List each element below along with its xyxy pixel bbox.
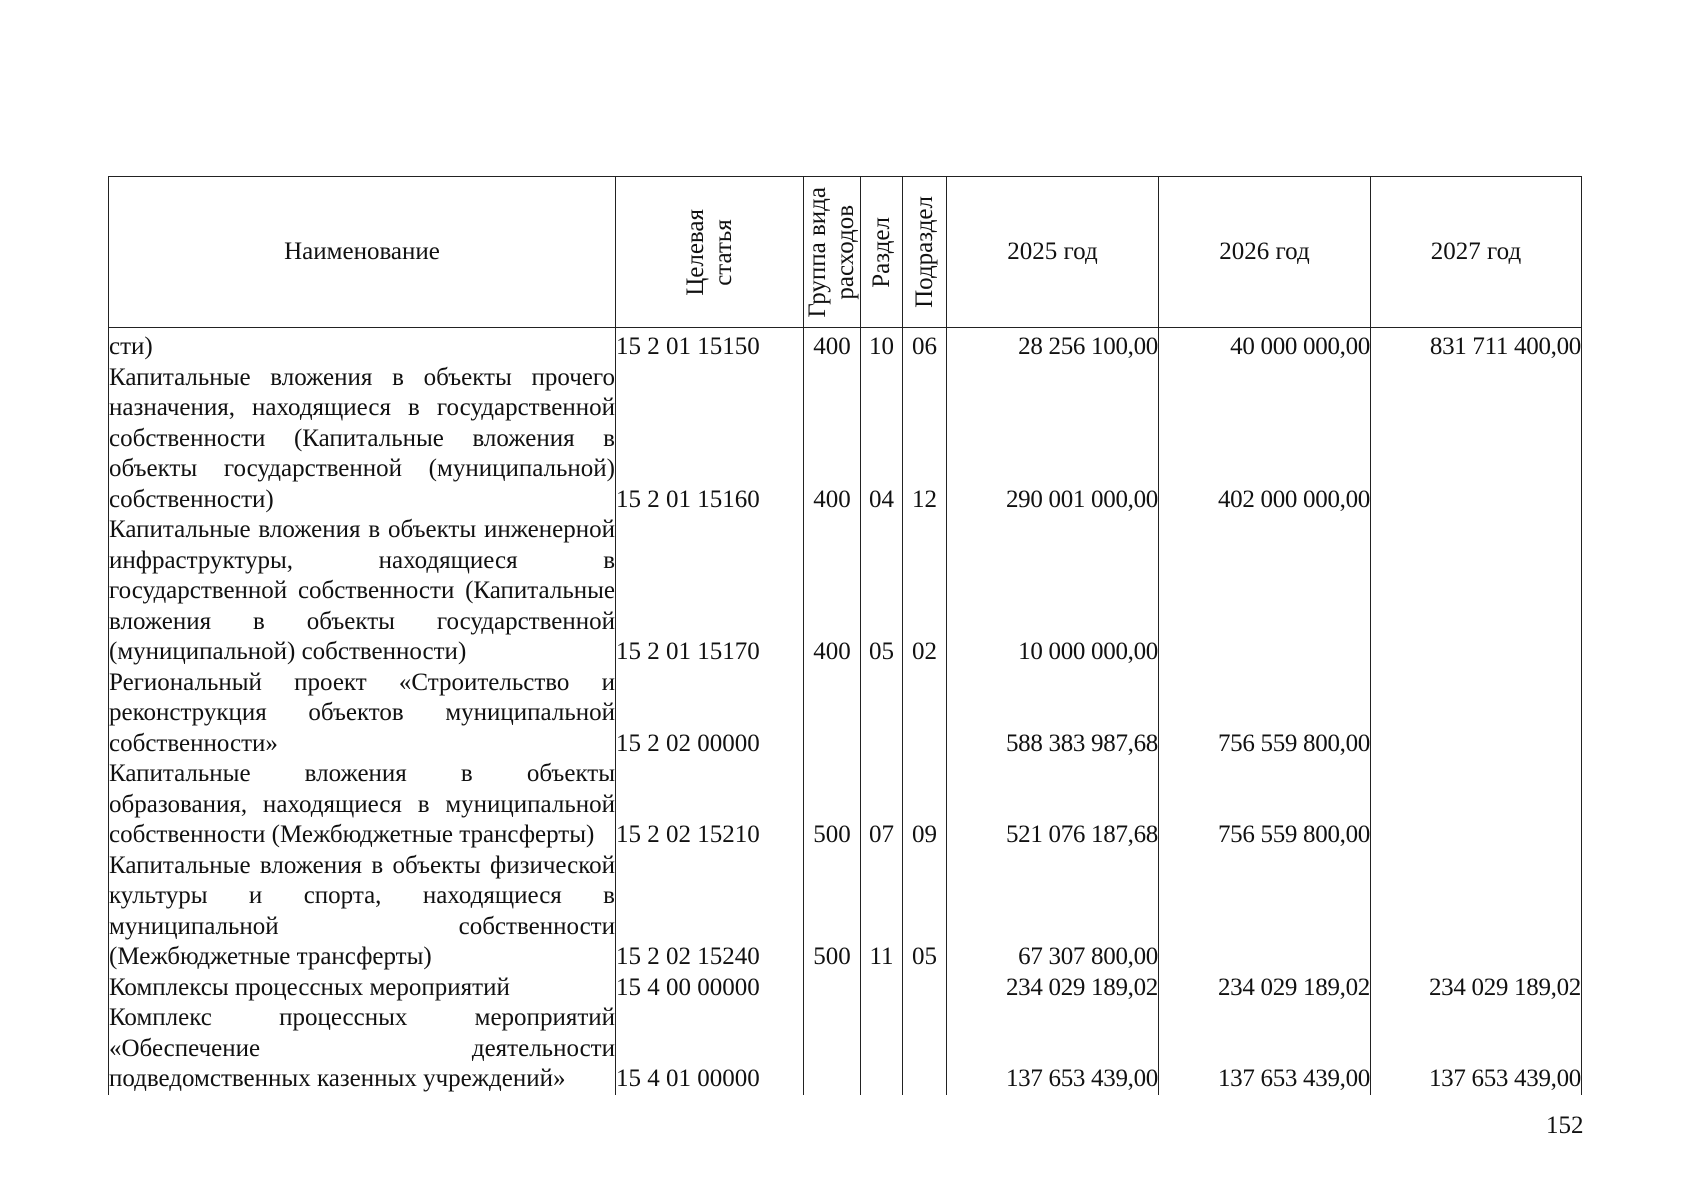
row-name: Капитальные вложения в объекты прочего назначения, находящиеся в государственной собственности (Капитальные вложения в объекты государственной (муниципальной) собственности) xyxy=(109,363,616,516)
row-group: 400 xyxy=(804,328,861,363)
row-name: Капитальные вложения в объекты инженерной инфраструктуры, находящиеся в государственной собственности (Капитальные вложения в объекты государственной (муниципальной) собственности) xyxy=(109,515,616,668)
row-section xyxy=(861,668,903,760)
header-target-article-label: Целевая статья xyxy=(681,208,737,296)
row-subsection: 09 xyxy=(903,759,947,851)
header-name xyxy=(109,177,616,328)
header-section-label: Раздел xyxy=(867,216,895,288)
row-group: 500 xyxy=(804,759,861,851)
table-row xyxy=(109,515,1582,668)
header-subsection-label: Подраздел xyxy=(910,196,938,308)
row-amount-2025: 588 383 987,68 xyxy=(947,668,1159,760)
header-expense-group-label: Группа вида расходов xyxy=(804,186,859,318)
row-amount-2025: 290 001 000,00 xyxy=(947,363,1159,516)
table-row xyxy=(109,759,1582,851)
table-row xyxy=(109,363,1582,516)
table-row xyxy=(109,1003,1582,1095)
row-amount-2027: 831 711 400,00 xyxy=(1371,328,1582,363)
row-name: Комплекс процессных мероприятий «Обеспечение деятельности подведомственных казенных учреждений» xyxy=(109,1003,616,1095)
row-section: 10 xyxy=(861,328,903,363)
table-row xyxy=(109,851,1582,973)
row-code: 15 2 01 15160 xyxy=(616,363,804,516)
row-amount-2026: 137 653 439,00 xyxy=(1159,1003,1371,1095)
row-name: Капитальные вложения в объекты образования, находящиеся в муниципальной собственности (Межбюджетные трансферты) xyxy=(109,759,616,851)
row-code: 15 2 02 00000 xyxy=(616,668,804,760)
row-name: сти) xyxy=(109,328,616,363)
row-amount-2026 xyxy=(1159,851,1371,973)
row-group xyxy=(804,973,861,1004)
header-name-label: Наименование xyxy=(284,237,440,265)
header-year-2026-label: 2026 год xyxy=(1219,237,1310,265)
header-subsection xyxy=(903,177,947,328)
row-subsection xyxy=(903,1003,947,1095)
budget-table xyxy=(108,176,1582,1095)
table-row xyxy=(109,973,1582,1004)
header-year-2026 xyxy=(1159,177,1371,328)
budget-table-sheet xyxy=(108,176,1581,1096)
row-amount-2026: 234 029 189,02 xyxy=(1159,973,1371,1004)
row-amount-2025: 67 307 800,00 xyxy=(947,851,1159,973)
row-subsection: 05 xyxy=(903,851,947,973)
row-amount-2026: 756 559 800,00 xyxy=(1159,668,1371,760)
row-amount-2025: 234 029 189,02 xyxy=(947,973,1159,1004)
row-amount-2027 xyxy=(1371,759,1582,851)
row-code: 15 4 01 00000 xyxy=(616,1003,804,1095)
table-row xyxy=(109,328,1582,363)
row-amount-2026 xyxy=(1159,515,1371,668)
row-amount-2025: 137 653 439,00 xyxy=(947,1003,1159,1095)
row-group xyxy=(804,1003,861,1095)
row-amount-2027 xyxy=(1371,363,1582,516)
row-subsection: 12 xyxy=(903,363,947,516)
row-section xyxy=(861,1003,903,1095)
row-amount-2027: 137 653 439,00 xyxy=(1371,1003,1582,1095)
header-year-2025-label: 2025 год xyxy=(1007,237,1098,265)
row-amount-2027 xyxy=(1371,851,1582,973)
header-target-article xyxy=(616,177,804,328)
row-code: 15 2 01 15150 xyxy=(616,328,804,363)
header-year-2025 xyxy=(947,177,1159,328)
row-amount-2027 xyxy=(1371,515,1582,668)
row-name: Капитальные вложения в объекты физической культуры и спорта, находящиеся в муниципальной собственности (Межбюджетные трансферты) xyxy=(109,851,616,973)
row-group xyxy=(804,668,861,760)
row-code: 15 2 02 15240 xyxy=(616,851,804,973)
row-group: 400 xyxy=(804,363,861,516)
row-code: 15 4 00 00000 xyxy=(616,973,804,1004)
row-subsection: 06 xyxy=(903,328,947,363)
header-section xyxy=(861,177,903,328)
row-section: 04 xyxy=(861,363,903,516)
row-group: 400 xyxy=(804,515,861,668)
page-number: 152 xyxy=(1546,1112,1584,1139)
row-amount-2025: 521 076 187,68 xyxy=(947,759,1159,851)
row-amount-2026: 756 559 800,00 xyxy=(1159,759,1371,851)
row-subsection: 02 xyxy=(903,515,947,668)
row-name: Региональный проект «Строительство и реконструкция объектов муниципальной собственности» xyxy=(109,668,616,760)
row-amount-2026: 40 000 000,00 xyxy=(1159,328,1371,363)
table-header-row xyxy=(109,177,1582,328)
row-group: 500 xyxy=(804,851,861,973)
row-amount-2025: 10 000 000,00 xyxy=(947,515,1159,668)
header-year-2027-label: 2027 год xyxy=(1430,237,1522,265)
header-year-2027 xyxy=(1371,177,1582,328)
row-section: 11 xyxy=(861,851,903,973)
row-amount-2027: 234 029 189,02 xyxy=(1371,973,1582,1004)
row-amount-2027 xyxy=(1371,668,1582,760)
row-code: 15 2 01 15170 xyxy=(616,515,804,668)
row-section: 07 xyxy=(861,759,903,851)
row-code: 15 2 02 15210 xyxy=(616,759,804,851)
row-amount-2025: 28 256 100,00 xyxy=(947,328,1159,363)
row-subsection xyxy=(903,668,947,760)
row-subsection xyxy=(903,973,947,1004)
row-name: Комплексы процессных мероприятий xyxy=(109,973,616,1004)
row-amount-2026: 402 000 000,00 xyxy=(1159,363,1371,516)
row-section xyxy=(861,973,903,1004)
header-expense-group xyxy=(804,177,861,328)
row-section: 05 xyxy=(861,515,903,668)
table-row xyxy=(109,668,1582,760)
